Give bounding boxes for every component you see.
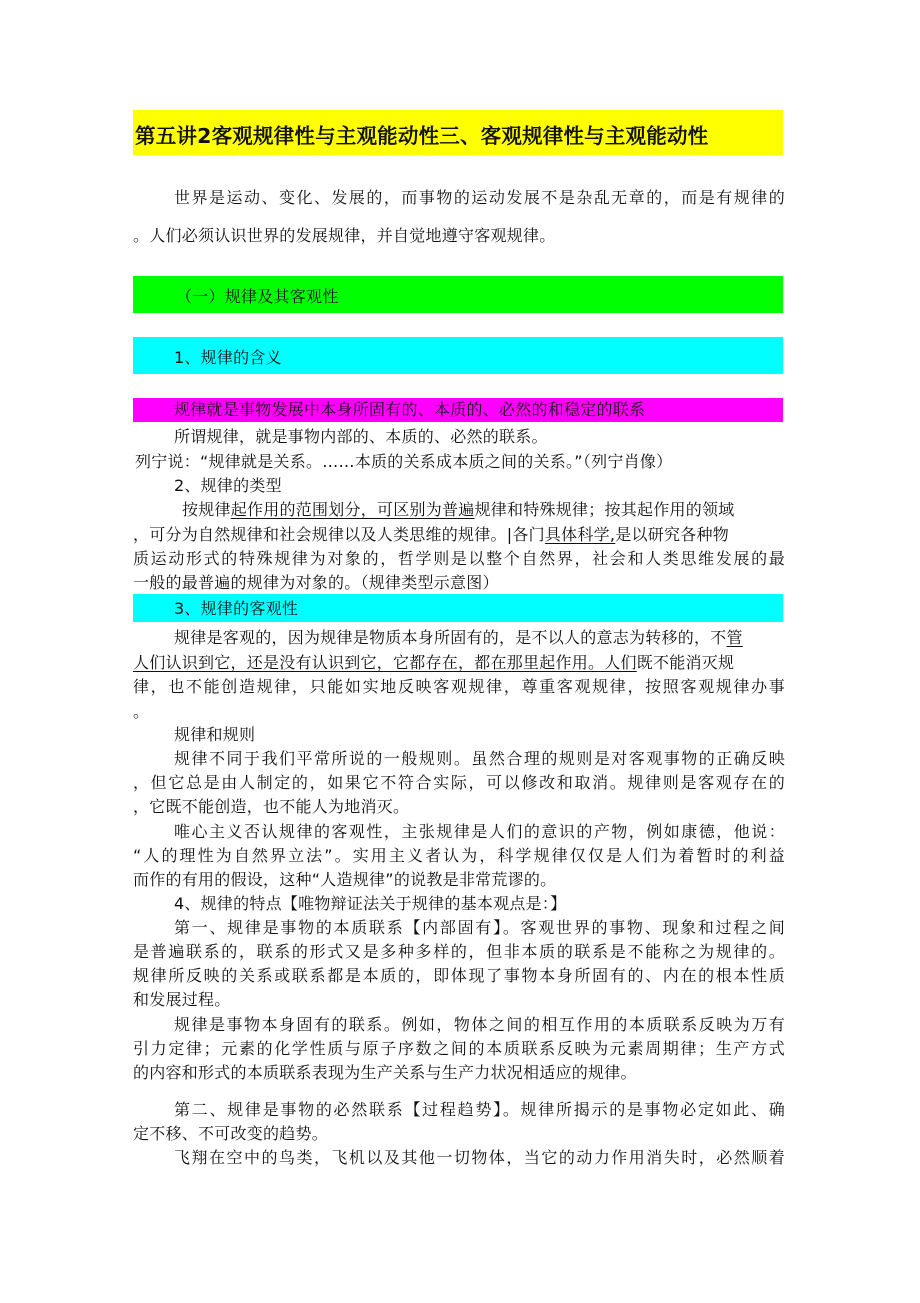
intro-line-2: 。人们必须认识世界的发展规律，并自觉地遵守客观规律。 (133, 226, 556, 245)
objectivity-line-2 (133, 651, 785, 675)
definition-text: 规律就是事物发展中本身所固有的、本质的、必然的和稳定的联系 (174, 400, 646, 419)
feature2-example-line-1: 飞翔在空中的鸟类，飞机以及其他一切物体，当它的动力作用消失时，必然顺着 (174, 1148, 785, 1167)
subheading-types: 2、规律的类型 (174, 476, 282, 495)
subheading-meaning: 1、规律的含义 (174, 348, 282, 367)
meaning-paragraph: 所谓规律，就是事物内部的、本质的、必然的联系。 (174, 427, 548, 446)
rules-line-2: ，但它总是由人制定的，如果它不符合实际，可以修改和取消。规律则是客观存在的 (133, 773, 785, 792)
idealism-line-3: 而作的有用的假设，这种“人造规律”的说教是非常荒谬的。 (133, 870, 557, 889)
idealism-line-1: 唯心主义否认规律的客观性，主张规律是人们的意识的产物，例如康德，他说： (174, 822, 785, 841)
objectivity-line-1 (174, 626, 785, 650)
feature1-line-1: 第一、规律是事物的本质联系【内部固有】。客观世界的事物、现象和过程之间 (174, 918, 785, 937)
feature1-example-line-2: 引力定律；元素的化学性质与原子序数之间的本质联系反映为元素周期律；生产方式 (133, 1039, 785, 1058)
rules-line-1: 规律不同于我们平常所说的一般规则。虽然合理的规则是对客观事物的正确反映 (174, 749, 785, 768)
types-line-4: 一般的最普遍的规律为对象的。（规律类型示意图） (133, 573, 499, 592)
types-l1-a: 按规律 (182, 500, 231, 519)
feature2-line-2: 定不移、不可改变的趋势。 (133, 1124, 329, 1143)
feature1-example-line-3: 的内容和形式的本质联系表现为生产关系与生产力状况相适应的规律。 (133, 1063, 637, 1082)
intro-line-1: 世界是运动、变化、发展的，而事物的运动发展不是杂乱无章的，而是有规律的 (174, 188, 785, 207)
subheading-features: 4、规律的特点【唯物辩证法关于规律的基本观点是：】 (174, 894, 567, 913)
lenin-quote: 列宁说：“规律就是关系。……本质的关系成本质之间的关系。”（列宁肖像） (135, 452, 673, 471)
subheading-objectivity: 3、规律的客观性 (174, 599, 299, 618)
obj-l1-underline: 管 (726, 628, 743, 647)
obj-l2-underline: 人们认识到它，还是没有认识到它，它都存在，都在那里起作用。人们 (133, 653, 637, 672)
types-l1-b: 规律和特殊规律；按其起作用的领域 (474, 500, 735, 519)
feature1-line-2: 是普遍联系的，联系的形式又是多种多样的，但非本质的联系是不能称之为规律的。 (133, 942, 785, 961)
types-line-1 (182, 498, 785, 522)
idealism-line-2: “人的理性为自然界立法”。实用主义者认为，科学规律仅仅是人们为着暂时的利益 (133, 846, 785, 865)
types-l2-underline: 具体科学, (544, 525, 616, 544)
types-l2-a: ，可分为自然规律和社会规律以及人类思维的规律。|各门 (133, 525, 545, 544)
feature1-line-4: 和发展过程。 (133, 990, 231, 1009)
rules-heading: 规律和规则 (174, 725, 256, 744)
section-heading: （一）规律及其客观性 (176, 287, 339, 306)
types-line-3: 质运动形式的特殊规律为对象的，哲学则是以整个自然界，社会和人类思维发展的最 (133, 549, 785, 568)
objectivity-line-3: 律，也不能创造规律，只能如实地反映客观规律，尊重客观规律，按照客观规律办事 (133, 677, 785, 696)
rules-line-3: ，它既不能创造，也不能人为地消灭。 (133, 797, 410, 816)
feature1-example-line-1: 规律是事物本身固有的联系。例如，物体之间的相互作用的本质联系反映为万有 (174, 1015, 785, 1034)
obj-l1-a: 规律是客观的，因为规律是物质本身所固有的，是不以人的意志为转移的，不 (174, 628, 727, 647)
obj-l2-b: 既不能消灭规 (636, 653, 735, 672)
objectivity-line-4: 。 (133, 702, 150, 721)
types-line-2 (133, 523, 785, 547)
feature1-line-3: 规律所反映的关系或联系都是本质的，即体现了事物本身所固有的、内在的根本性质 (133, 966, 785, 985)
feature2-line-1: 第二、规律是事物的必然联系【过程趋势】。规律所揭示的是事物必定如此、确 (174, 1100, 785, 1119)
page-title: 第五讲2客观规律性与主观能动性三、客观规律性与主观能动性 (135, 124, 709, 148)
types-l2-b: 是以研究各种物 (615, 525, 730, 544)
types-l1-underline: 起作用的范围划分，可区别为普遍 (230, 500, 475, 519)
